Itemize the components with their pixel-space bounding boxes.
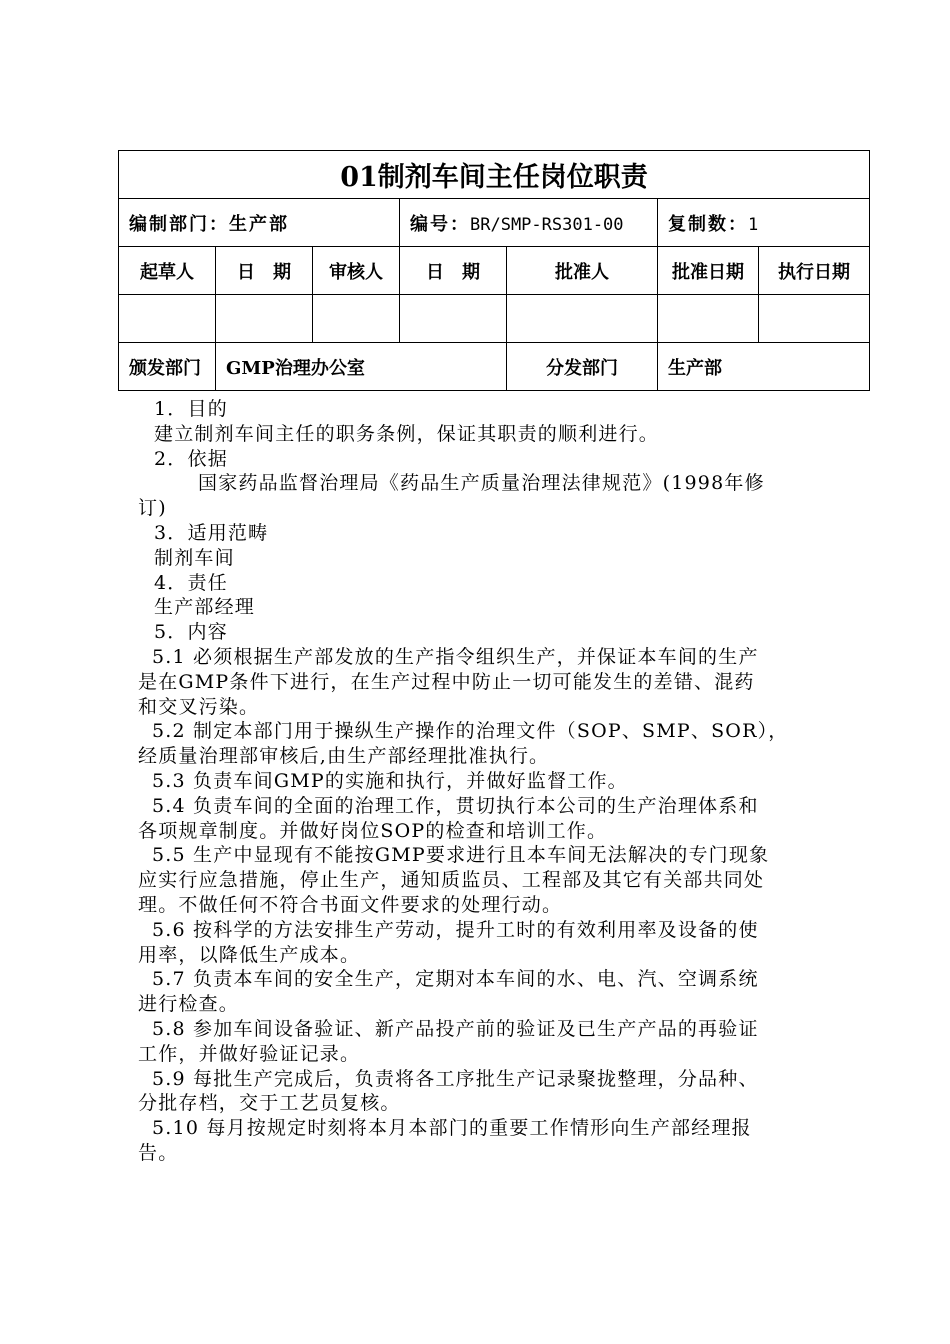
body-line: 经质量治理部审核后,由生产部经理批准执行。 [138, 745, 550, 768]
exec-date-header: 执行日期 [759, 247, 870, 295]
section-heading: 4．责任 [154, 571, 228, 594]
date-value-1 [216, 295, 313, 343]
body-line: 5.6 按科学的方法安排生产劳动，提升工时的有效利用率及设备的使 [152, 918, 759, 941]
copies-label: 复制数： [668, 213, 748, 235]
approve-date-value [658, 295, 759, 343]
body-line: 5.2 制定本部门用于操纵生产操作的治理文件（SOP、SMP、SOR）， [152, 720, 789, 743]
copies-value: 1 [748, 214, 759, 235]
section-heading: 2．依据 [154, 447, 228, 470]
document-body [138, 397, 838, 1166]
body-line: 5.1 必须根据生产部发放的生产指令组织生产，并保证本车间的生产 [152, 645, 759, 668]
section-heading: 5．内容 [154, 621, 228, 644]
body-line: 应实行应急措施，停止生产，通知质监员、工程部及其它有关部共同处 [138, 869, 765, 892]
body-line: 和交叉污染。 [138, 695, 260, 718]
section-heading: 1．目的 [154, 398, 228, 420]
body-line: 告。 [138, 1141, 179, 1164]
code-value: BR/SMP-RS301-00 [470, 214, 624, 235]
body-line: 5.5 生产中显现有不能按GMP要求进行且本车间无法解决的专门现象 [152, 844, 770, 867]
body-line: 5.4 负责车间的全面的治理工作，贯切执行本公司的生产治理体系和 [152, 794, 759, 817]
issuing-dept-value: GMP治理办公室 [216, 343, 507, 391]
code-label: 编号： [410, 213, 470, 235]
issuing-dept-label: 颁发部门 [119, 343, 216, 391]
body-line: 制剂车间 [154, 546, 235, 569]
body-line: 各项规章制度。并做好岗位SOP的检查和培训工作。 [138, 819, 608, 842]
body-line: 建立制剂车间主任的职务条例，保证其职责的顺利进行。 [154, 422, 660, 445]
body-line: 是在GMP条件下进行，在生产过程中防止一切可能发生的差错、混药 [138, 670, 755, 693]
distrib-dept-label: 分发部门 [507, 343, 658, 391]
body-line: 5.3 负责车间GMP的实施和执行，并做好监督工作。 [152, 769, 628, 792]
issue-row [119, 343, 870, 391]
reviewer-value [313, 295, 400, 343]
drafter-header: 起草人 [119, 247, 216, 295]
body-line: 用率，以降低生产成本。 [138, 943, 361, 966]
body-line: 进行检查。 [138, 993, 240, 1016]
body-line: 工作，并做好验证记录。 [138, 1042, 361, 1065]
approve-date-header: 批准日期 [658, 247, 759, 295]
distrib-dept-value: 生产部 [658, 343, 870, 391]
body-line: 5.9 每批生产完成后，负责将各工序批生产记录聚拢整理，分品种、 [152, 1067, 759, 1090]
dept-label: 编制部门： [129, 213, 229, 235]
approver-value [507, 295, 658, 343]
body-line: 国家药品监督治理局《药品生产质量治理法律规范》(1998年修 [198, 472, 765, 495]
body-line: 5.10 每月按规定时刻将本月本部门的重要工作情形向生产部经理报 [152, 1117, 752, 1140]
body-line: 理。不做任何不符合书面文件要求的处理行动。 [138, 893, 563, 916]
copies-cell [658, 199, 870, 247]
exec-date-value [759, 295, 870, 343]
sign-value-row [119, 295, 870, 343]
drafter-value [119, 295, 216, 343]
dept-cell [119, 199, 400, 247]
date-header-1: 日 期 [216, 247, 313, 295]
date-value-2 [400, 295, 507, 343]
title-row [119, 151, 870, 199]
document-header-table [118, 150, 870, 391]
body-line: 分批存档，交于工艺员复核。 [138, 1092, 401, 1115]
meta-row [119, 199, 870, 247]
body-line: 5.7 负责本车间的安全生产，定期对本车间的水、电、汽、空调系统 [152, 968, 759, 991]
approver-header: 批准人 [507, 247, 658, 295]
document-title: 01制剂车间主任岗位职责 [119, 151, 870, 199]
reviewer-header: 审核人 [313, 247, 400, 295]
body-line: 生产部经理 [154, 596, 256, 619]
date-header-2: 日 期 [400, 247, 507, 295]
dept-value: 生产部 [229, 213, 289, 235]
body-line: 5.8 参加车间设备验证、新产品投产前的验证及已生产产品的再验证 [152, 1017, 759, 1040]
code-cell [400, 199, 658, 247]
sign-header-row [119, 247, 870, 295]
section-heading: 3．适用范畴 [154, 521, 269, 544]
body-line: 订) [138, 497, 167, 520]
